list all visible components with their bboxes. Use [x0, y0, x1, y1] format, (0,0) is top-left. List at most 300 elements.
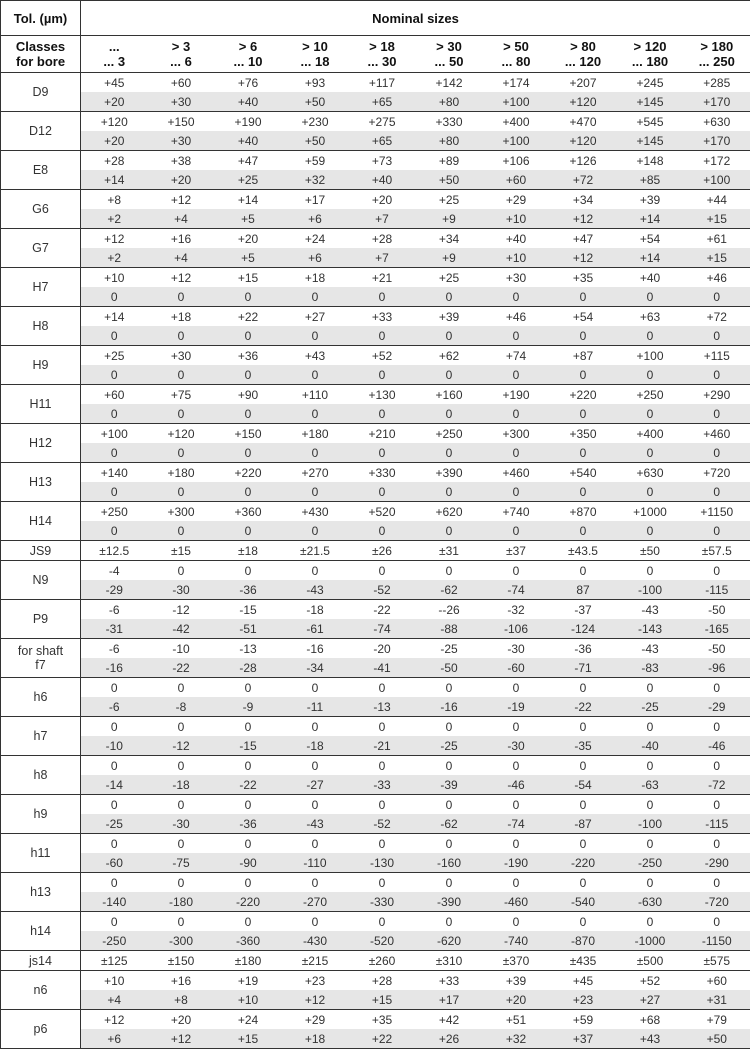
class-label-text: E8	[33, 163, 48, 177]
tolerance-value: 0	[416, 678, 483, 698]
tolerance-value: -31	[81, 619, 148, 639]
tolerance-value: -33	[349, 775, 416, 795]
tolerance-value: +72	[550, 170, 617, 190]
tolerance-value: -42	[148, 619, 215, 639]
tolerance-value: 0	[148, 912, 215, 932]
tolerance-value: +1000	[617, 502, 684, 522]
tolerance-value: -50	[684, 600, 750, 620]
tolerance-value: +19	[215, 971, 282, 991]
tolerance-value: -63	[617, 775, 684, 795]
tolerance-value: +4	[148, 209, 215, 229]
tolerance-value: 0	[550, 678, 617, 698]
table-row	[1, 73, 750, 93]
class-header-line-1: Classes	[16, 39, 65, 54]
tolerance-value: 0	[483, 326, 550, 346]
tolerance-class-label	[1, 346, 81, 385]
size-range-to: ... 6	[170, 54, 192, 69]
tolerance-value: +130	[349, 385, 416, 405]
tolerance-value: +5	[215, 248, 282, 268]
tolerance-value: -52	[349, 580, 416, 600]
class-label-text: N9	[33, 573, 49, 587]
tolerance-value: 0	[282, 404, 349, 424]
tolerance-class-label	[1, 639, 81, 678]
tolerance-value: 0	[416, 834, 483, 854]
tolerance-value: -50	[416, 658, 483, 678]
tolerance-value: +20	[81, 131, 148, 151]
tolerance-value: 0	[81, 521, 148, 541]
table-row	[1, 346, 750, 366]
tolerance-value: -6	[81, 639, 148, 659]
class-label-text: for shaft	[18, 644, 63, 658]
class-label-text: n6	[34, 983, 48, 997]
tolerance-value: +25	[81, 346, 148, 366]
tolerance-class-label	[1, 73, 81, 112]
tolerance-value: ±21.5	[282, 541, 349, 561]
tolerance-value: +100	[81, 424, 148, 444]
tolerance-value: -35	[550, 736, 617, 756]
tolerance-value: -270	[282, 892, 349, 912]
tolerance-value: -13	[349, 697, 416, 717]
tolerance-value: 0	[349, 912, 416, 932]
class-label-text: h8	[34, 768, 48, 782]
tolerance-value: -30	[483, 639, 550, 659]
tolerance-value: +47	[550, 229, 617, 249]
tolerance-value: -165	[684, 619, 750, 639]
size-range-to: ... 180	[632, 54, 668, 69]
tolerance-value: 0	[550, 404, 617, 424]
tolerance-value: +29	[483, 190, 550, 210]
tolerance-value: -190	[483, 853, 550, 873]
tolerance-value: -6	[81, 697, 148, 717]
tolerance-value: -13	[215, 639, 282, 659]
tolerance-value: +45	[550, 971, 617, 991]
tolerance-value: +31	[684, 990, 750, 1010]
tolerance-value: 0	[282, 443, 349, 463]
tolerance-value: -290	[684, 853, 750, 873]
tolerance-value: 0	[148, 521, 215, 541]
tolerance-value: -61	[282, 619, 349, 639]
tolerance-value: +8	[148, 990, 215, 1010]
table-row	[1, 580, 750, 600]
tolerance-value: 0	[684, 561, 750, 581]
tolerance-value: 0	[416, 756, 483, 776]
tolerance-value: -62	[416, 580, 483, 600]
tolerance-value: -29	[81, 580, 148, 600]
class-label-text: js14	[29, 954, 52, 968]
tolerance-value: +4	[81, 990, 148, 1010]
tolerance-value: +26	[416, 1029, 483, 1049]
tolerance-value: +46	[483, 307, 550, 327]
size-range-to: ... 50	[435, 54, 464, 69]
tolerance-class-label	[1, 307, 81, 346]
tolerance-value: -39	[416, 775, 483, 795]
tolerance-value: -43	[282, 814, 349, 834]
tolerance-value: -106	[483, 619, 550, 639]
tolerance-value: 0	[148, 404, 215, 424]
tolerance-value: +33	[349, 307, 416, 327]
tolerance-value: 0	[483, 287, 550, 307]
tolerance-value: +12	[148, 268, 215, 288]
tolerance-value: 0	[215, 404, 282, 424]
tolerance-value: +5	[215, 209, 282, 229]
tolerance-value: +35	[349, 1010, 416, 1030]
tolerance-value: 0	[550, 717, 617, 737]
tolerance-value: -46	[684, 736, 750, 756]
tolerance-value: -100	[617, 814, 684, 834]
tolerance-value: -620	[416, 931, 483, 951]
tolerance-value: +180	[282, 424, 349, 444]
table-row	[1, 814, 750, 834]
nominal-sizes-title: Nominal sizes	[81, 1, 750, 36]
table-row	[1, 990, 750, 1010]
tolerance-class-label	[1, 463, 81, 502]
tolerance-value: -71	[550, 658, 617, 678]
tolerance-value: +75	[148, 385, 215, 405]
table-row	[1, 775, 750, 795]
tolerance-value: 0	[617, 521, 684, 541]
size-range-header	[282, 36, 349, 73]
tolerance-value: 0	[483, 561, 550, 581]
tolerance-value: 0	[550, 482, 617, 502]
tolerance-value: -50	[684, 639, 750, 659]
tolerance-value: +34	[550, 190, 617, 210]
size-range-to: ... 250	[699, 54, 735, 69]
tolerance-value: -360	[215, 931, 282, 951]
tolerance-value: +35	[550, 268, 617, 288]
tolerance-value: -630	[617, 892, 684, 912]
tolerance-value: +150	[215, 424, 282, 444]
table-row	[1, 697, 750, 717]
tolerance-value: -9	[215, 697, 282, 717]
tolerance-value: +32	[282, 170, 349, 190]
tolerance-value: 0	[349, 756, 416, 776]
tolerance-value: -36	[550, 639, 617, 659]
size-range-to: ... 3	[103, 54, 125, 69]
table-row	[1, 717, 750, 737]
tolerance-value: 0	[617, 404, 684, 424]
table-row	[1, 931, 750, 951]
table-row	[1, 619, 750, 639]
tolerance-value: +32	[483, 1029, 550, 1049]
tolerance-value: ±15	[148, 541, 215, 561]
tolerance-value: +29	[282, 1010, 349, 1030]
tolerance-value: 0	[282, 912, 349, 932]
table-row	[1, 424, 750, 444]
tolerance-value: 0	[349, 834, 416, 854]
tolerance-value: 0	[416, 521, 483, 541]
table-row	[1, 541, 750, 561]
table-row	[1, 443, 750, 463]
tolerance-value: ±575	[684, 951, 750, 971]
tolerance-value: --26	[416, 600, 483, 620]
tolerance-value: +28	[81, 151, 148, 171]
class-label-text: H14	[29, 514, 52, 528]
class-label-text: h13	[30, 885, 51, 899]
tolerance-value: +2	[81, 248, 148, 268]
tolerance-value: ±57.5	[684, 541, 750, 561]
tolerance-value: 0	[81, 795, 148, 815]
tolerance-value: +17	[416, 990, 483, 1010]
tolerance-value: -10	[81, 736, 148, 756]
tolerance-value: 0	[282, 678, 349, 698]
tolerance-value: +630	[684, 112, 750, 132]
tolerance-value: 0	[215, 678, 282, 698]
tolerance-value: -330	[349, 892, 416, 912]
tolerance-value: -25	[416, 639, 483, 659]
tolerance-value: 0	[416, 795, 483, 815]
tolerance-value: 0	[282, 834, 349, 854]
tolerance-value: -520	[349, 931, 416, 951]
tolerance-value: 0	[81, 756, 148, 776]
tolerance-value: +46	[684, 268, 750, 288]
table-row	[1, 1029, 750, 1049]
size-range-header	[215, 36, 282, 73]
tolerance-value: +59	[282, 151, 349, 171]
tolerance-class-label	[1, 502, 81, 541]
tolerance-value: 0	[148, 678, 215, 698]
tolerance-value: -19	[483, 697, 550, 717]
tolerance-value: +190	[483, 385, 550, 405]
tolerance-value: +60	[148, 73, 215, 93]
tolerance-value: 0	[483, 717, 550, 737]
tolerance-value: +72	[684, 307, 750, 327]
class-label-text: h14	[30, 924, 51, 938]
tolerance-value: 0	[81, 912, 148, 932]
tolerance-value: -29	[684, 697, 750, 717]
size-range-header	[483, 36, 550, 73]
tolerance-value: +38	[148, 151, 215, 171]
tolerance-value: -28	[215, 658, 282, 678]
table-row	[1, 365, 750, 385]
class-label-text: P9	[33, 612, 48, 626]
tolerance-value: +30	[148, 92, 215, 112]
tolerance-class-label	[1, 951, 81, 971]
tolerance-value: 0	[349, 717, 416, 737]
table-row	[1, 326, 750, 346]
size-range-header	[617, 36, 684, 73]
tolerance-value: 0	[349, 482, 416, 502]
tolerance-value: +12	[550, 209, 617, 229]
tolerance-value: +21	[349, 268, 416, 288]
tolerance-value: 0	[349, 326, 416, 346]
tolerance-value: -160	[416, 853, 483, 873]
table-row	[1, 521, 750, 541]
tolerance-value: -115	[684, 814, 750, 834]
size-range-to: ... 10	[234, 54, 263, 69]
tolerance-value: +52	[349, 346, 416, 366]
tolerance-class-label	[1, 717, 81, 756]
tolerance-value: -430	[282, 931, 349, 951]
tolerance-value: +8	[81, 190, 148, 210]
tolerance-value: -74	[483, 580, 550, 600]
size-range-to: ... 30	[368, 54, 397, 69]
tolerance-value: +62	[416, 346, 483, 366]
tolerance-value: -54	[550, 775, 617, 795]
tolerance-value: +330	[349, 463, 416, 483]
class-label-text: D9	[33, 85, 49, 99]
tolerance-value: +20	[483, 990, 550, 1010]
class-label-text: h7	[34, 729, 48, 743]
tolerance-value: +60	[81, 385, 148, 405]
tolerance-class-label	[1, 971, 81, 1010]
tolerance-value: -51	[215, 619, 282, 639]
tolerance-value: +15	[684, 209, 750, 229]
tolerance-value: -74	[349, 619, 416, 639]
size-range-header	[148, 36, 215, 73]
tolerance-value: -130	[349, 853, 416, 873]
tolerance-value: -72	[684, 775, 750, 795]
tolerance-class-label	[1, 385, 81, 424]
tolerance-value: 0	[416, 482, 483, 502]
tolerance-value: +20	[148, 1010, 215, 1030]
tolerance-value: +250	[617, 385, 684, 405]
size-range-header	[684, 36, 750, 73]
tolerance-value: -100	[617, 580, 684, 600]
tolerance-value: -32	[483, 600, 550, 620]
tolerance-value: +470	[550, 112, 617, 132]
tolerance-value: +34	[416, 229, 483, 249]
tolerance-value: 0	[81, 404, 148, 424]
tolerance-value: +40	[483, 229, 550, 249]
tolerance-value: +14	[617, 209, 684, 229]
tolerance-value: 0	[148, 287, 215, 307]
tolerance-class-label	[1, 424, 81, 463]
tolerance-value: +20	[81, 92, 148, 112]
tolerance-value: -83	[617, 658, 684, 678]
tolerance-value: -460	[483, 892, 550, 912]
tolerance-value: +630	[617, 463, 684, 483]
tolerance-value: +76	[215, 73, 282, 93]
table-row	[1, 892, 750, 912]
tolerance-value: 0	[282, 795, 349, 815]
tolerance-value: ±435	[550, 951, 617, 971]
tolerance-value: +285	[684, 73, 750, 93]
tolerance-value: -1150	[684, 931, 750, 951]
tolerance-value: -30	[148, 580, 215, 600]
tolerance-class-label	[1, 678, 81, 717]
table-row	[1, 1010, 750, 1030]
tolerance-value: 0	[550, 561, 617, 581]
tolerance-value: 0	[215, 365, 282, 385]
tolerance-value: +44	[684, 190, 750, 210]
tolerance-class-label	[1, 561, 81, 600]
tolerance-value: 0	[349, 561, 416, 581]
tolerance-value: 0	[148, 834, 215, 854]
tolerance-value: 0	[349, 678, 416, 698]
tolerance-value: +89	[416, 151, 483, 171]
tolerance-value: +25	[416, 190, 483, 210]
tolerance-value: +45	[81, 73, 148, 93]
tolerance-value: -16	[81, 658, 148, 678]
tolerance-value: -41	[349, 658, 416, 678]
tolerance-value: 0	[684, 404, 750, 424]
tolerance-value: +14	[81, 170, 148, 190]
table-row	[1, 463, 750, 483]
tolerance-value: +12	[282, 990, 349, 1010]
tolerance-value: +23	[550, 990, 617, 1010]
tolerance-value: +39	[617, 190, 684, 210]
tolerance-value: +190	[215, 112, 282, 132]
tolerance-value: 0	[349, 404, 416, 424]
table-row	[1, 795, 750, 815]
class-label-text: H12	[29, 436, 52, 450]
tolerance-value: -30	[148, 814, 215, 834]
tolerance-value: +2	[81, 209, 148, 229]
tolerance-value: +20	[349, 190, 416, 210]
tolerance-value: 0	[148, 756, 215, 776]
class-label-text: f7	[35, 658, 45, 672]
tolerance-value: +170	[684, 92, 750, 112]
class-label-text: JS9	[30, 544, 52, 558]
tolerance-value: +460	[684, 424, 750, 444]
tolerance-value: -43	[282, 580, 349, 600]
tolerance-value: -22	[148, 658, 215, 678]
tolerance-value: 0	[483, 873, 550, 893]
tolerance-value: -96	[684, 658, 750, 678]
class-label-text: h9	[34, 807, 48, 821]
table-row	[1, 248, 750, 268]
tolerance-value: +43	[617, 1029, 684, 1049]
tolerance-value: -46	[483, 775, 550, 795]
class-label-text: p6	[34, 1022, 48, 1036]
tolerance-value: 0	[282, 365, 349, 385]
tolerance-value: 0	[81, 678, 148, 698]
tolerance-value: -74	[483, 814, 550, 834]
class-label-text: h6	[34, 690, 48, 704]
table-row	[1, 209, 750, 229]
tolerance-value: +20	[215, 229, 282, 249]
tolerance-value: +14	[81, 307, 148, 327]
table-row	[1, 951, 750, 971]
tolerance-value: 0	[550, 912, 617, 932]
tolerance-value: 0	[684, 326, 750, 346]
class-label-text: H9	[33, 358, 49, 372]
tolerance-unit-header: Tol. (µm)	[1, 1, 81, 36]
tolerance-value: +40	[215, 92, 282, 112]
table-row	[1, 736, 750, 756]
tolerance-value: +10	[483, 248, 550, 268]
tolerance-value: ±500	[617, 951, 684, 971]
tolerance-value: +61	[684, 229, 750, 249]
tolerance-value: -37	[550, 600, 617, 620]
tolerance-value: -12	[148, 736, 215, 756]
tolerance-value: -124	[550, 619, 617, 639]
tolerance-value: 0	[416, 912, 483, 932]
tolerance-value: +90	[215, 385, 282, 405]
tolerance-value: 0	[617, 561, 684, 581]
tolerance-class-label	[1, 600, 81, 639]
tolerance-value: 0	[148, 443, 215, 463]
tolerance-value: -870	[550, 931, 617, 951]
tolerance-value: 0	[684, 443, 750, 463]
tolerance-value: +15	[215, 1029, 282, 1049]
tolerance-value: -90	[215, 853, 282, 873]
tolerance-value: -62	[416, 814, 483, 834]
tolerance-value: +100	[684, 170, 750, 190]
tolerance-value: +12	[81, 1010, 148, 1030]
tolerance-value: 0	[215, 834, 282, 854]
tolerance-value: -30	[483, 736, 550, 756]
tolerance-value: +220	[215, 463, 282, 483]
tolerance-value: -60	[483, 658, 550, 678]
tolerance-value: +6	[81, 1029, 148, 1049]
tolerance-value: 0	[148, 365, 215, 385]
table-row	[1, 561, 750, 581]
tolerance-value: +250	[416, 424, 483, 444]
tolerance-value: 0	[550, 521, 617, 541]
table-row	[1, 287, 750, 307]
tolerance-value: 0	[349, 795, 416, 815]
